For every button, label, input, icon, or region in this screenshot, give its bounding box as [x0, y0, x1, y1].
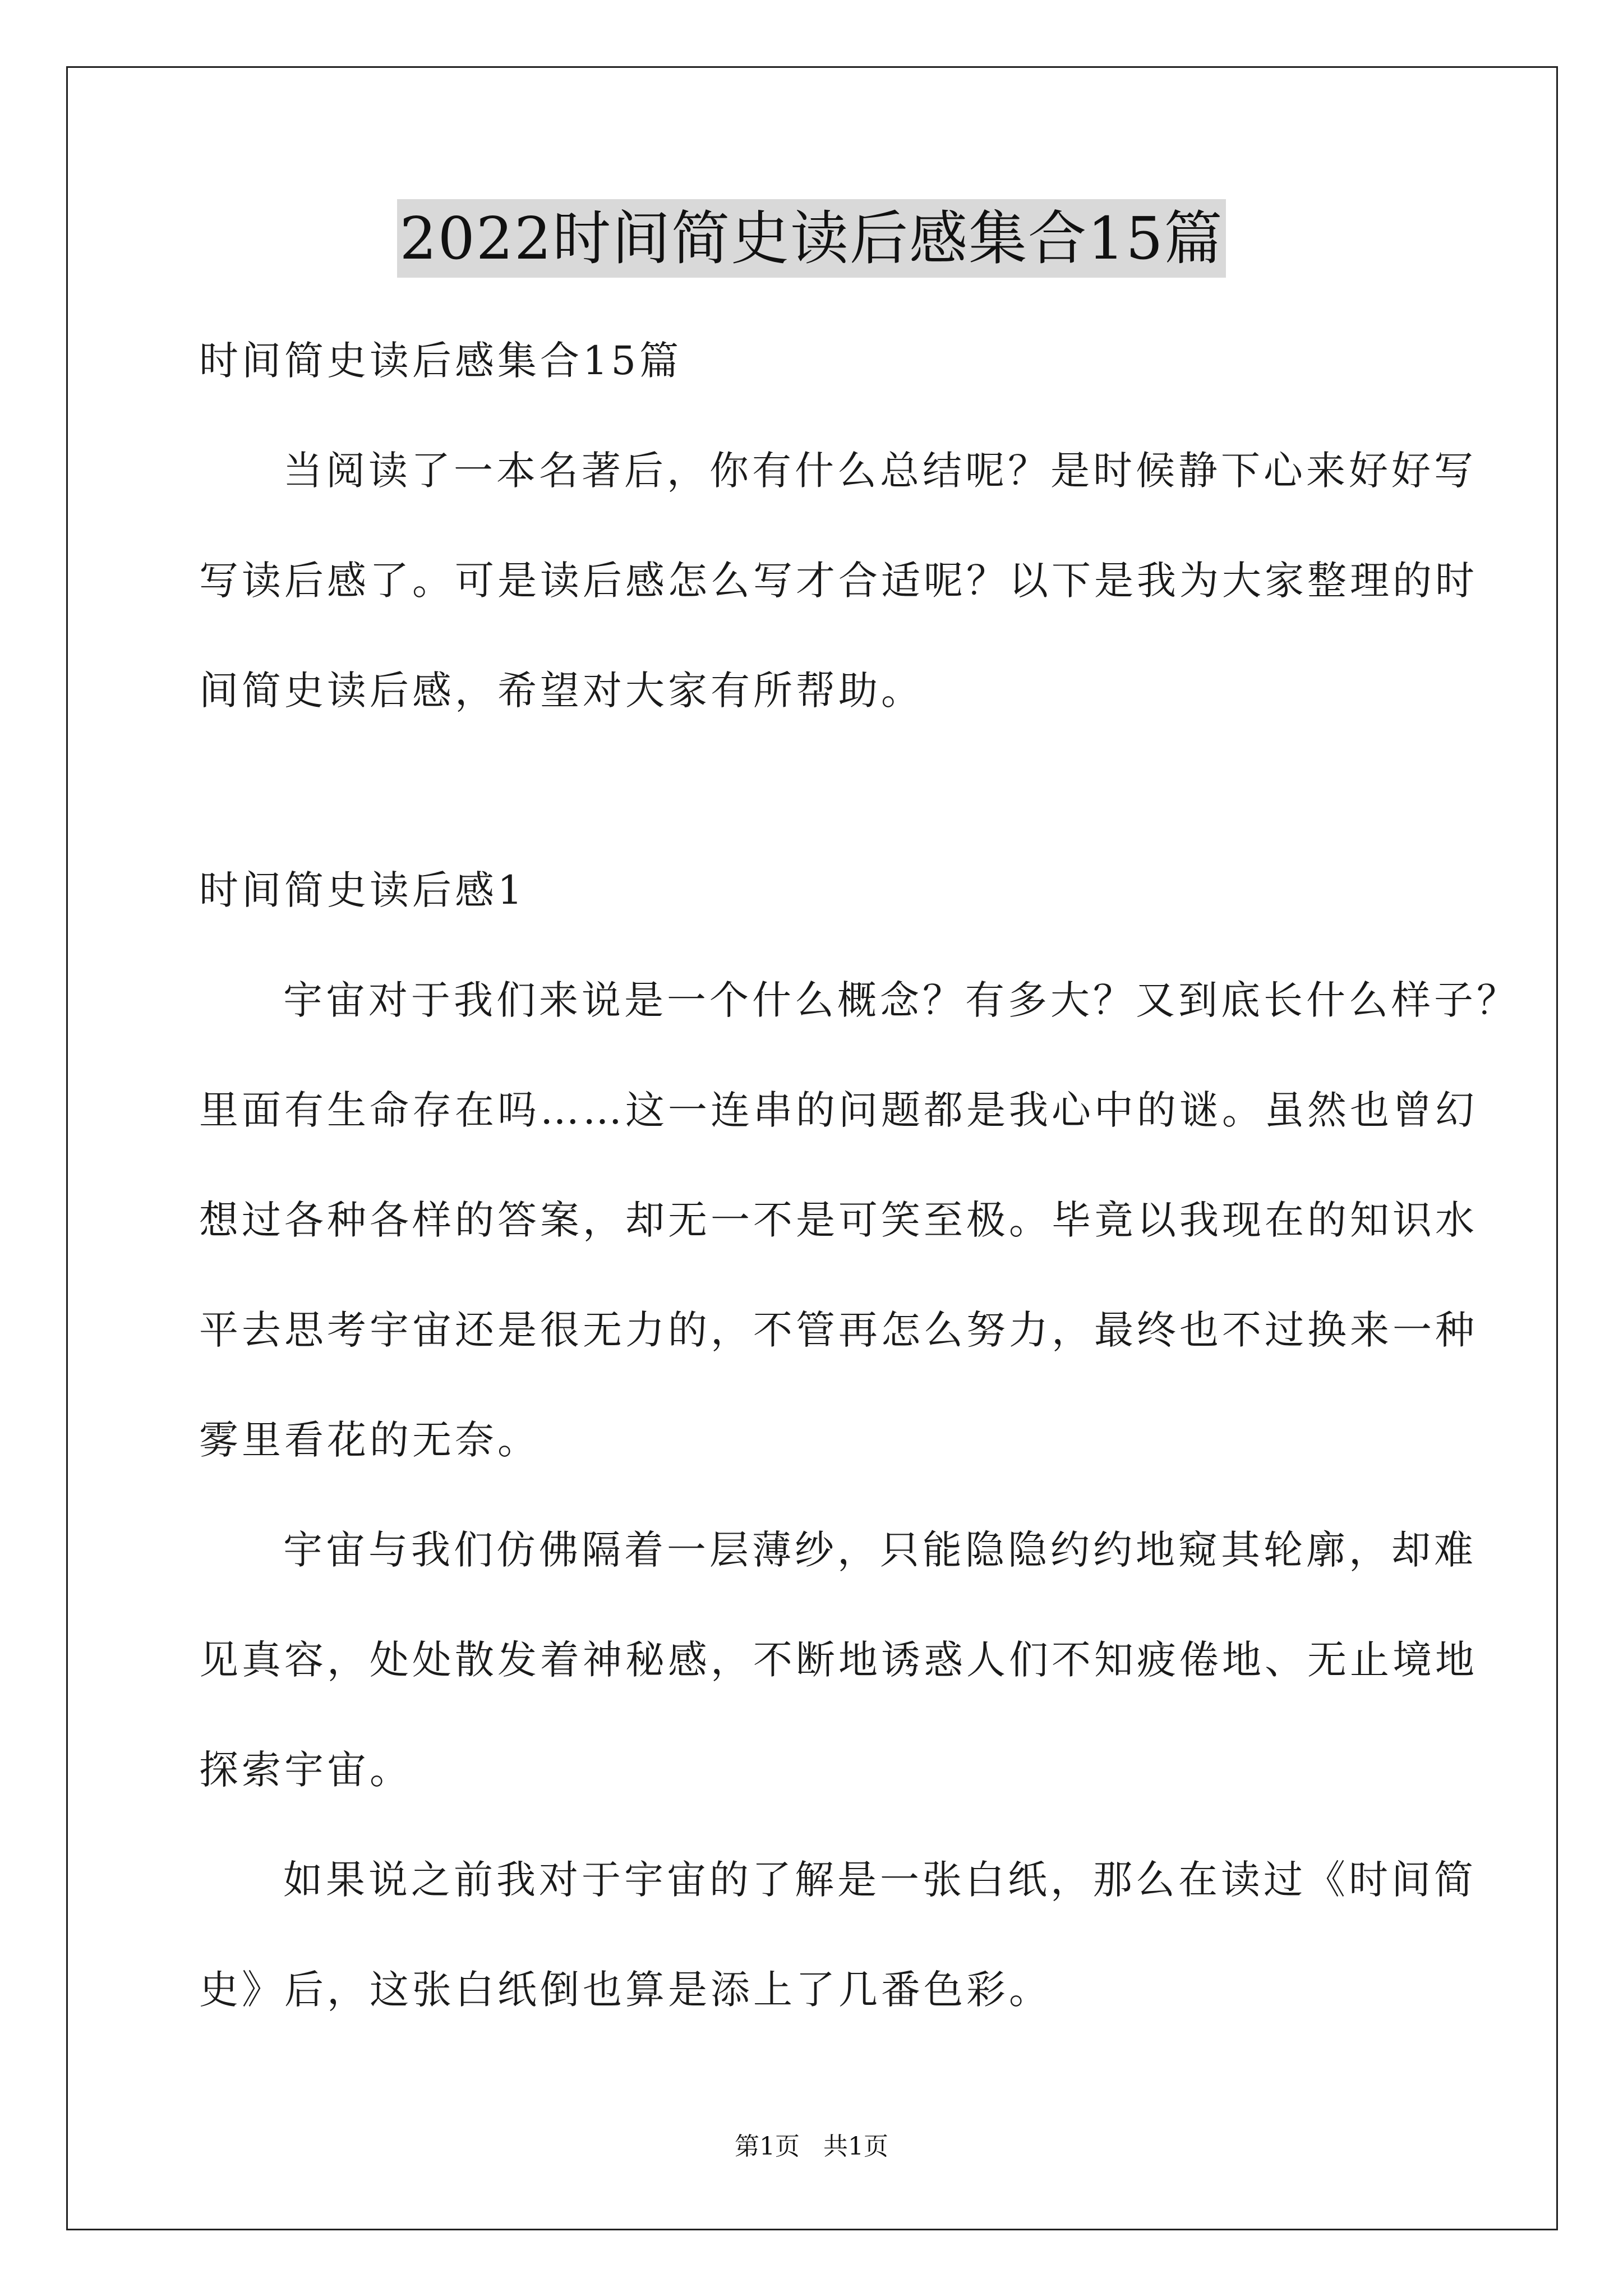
paragraph-line: 宇宙与我们仿佛隔着一层薄纱，只能隐隐约约地窥其轮廓，却难	[283, 1527, 1477, 1573]
spacer	[199, 746, 1433, 835]
page-footer	[0, 2126, 1623, 2162]
paragraph-line: 史》后，这张白纸倒也算是添上了几番色彩。	[199, 1967, 1052, 2013]
paragraph-line: 想过各种各样的答案，却无一不是可笑至极。毕竟以我现在的知识水	[199, 1197, 1478, 1243]
paragraph-line: 宇宙对于我们来说是一个什么概念？有多大？又到底长什么样子？	[283, 977, 1519, 1023]
paragraph-line: 见真容，处处散发着神秘感，不断地诱惑人们不知疲倦地、无止境地	[199, 1637, 1478, 1683]
document-body	[199, 306, 1519, 2045]
intro-line: 当阅读了一本名著后，你有什么总结呢？是时候静下心来好好写	[283, 448, 1477, 494]
paragraph-line: 雾里看花的无奈。	[199, 1417, 540, 1463]
document-subtitle: 时间简史读后感集合15篇	[199, 338, 683, 384]
paragraph-line: 里面有生命存在吗……这一连串的问题都是我心中的谜。虽然也曾幻	[199, 1087, 1478, 1133]
title-container	[0, 199, 1623, 278]
paragraph-line: 探索宇宙。	[199, 1747, 412, 1793]
document-title: 2022时间简史读后感集合15篇	[397, 199, 1225, 278]
page-number: 第1页 共1页	[735, 2132, 888, 2161]
paragraph-line: 平去思考宇宙还是很无力的，不管再怎么努力，最终也不过换来一种	[199, 1307, 1478, 1353]
intro-line: 写读后感了。可是读后感怎么写才合适呢？以下是我为大家整理的时	[199, 558, 1478, 604]
intro-line: 间简史读后感，希望对大家有所帮助。	[199, 668, 924, 714]
section-heading: 时间简史读后感1	[199, 867, 526, 913]
paragraph-line: 如果说之前我对于宇宙的了解是一张白纸，那么在读过《时间简	[283, 1857, 1477, 1903]
